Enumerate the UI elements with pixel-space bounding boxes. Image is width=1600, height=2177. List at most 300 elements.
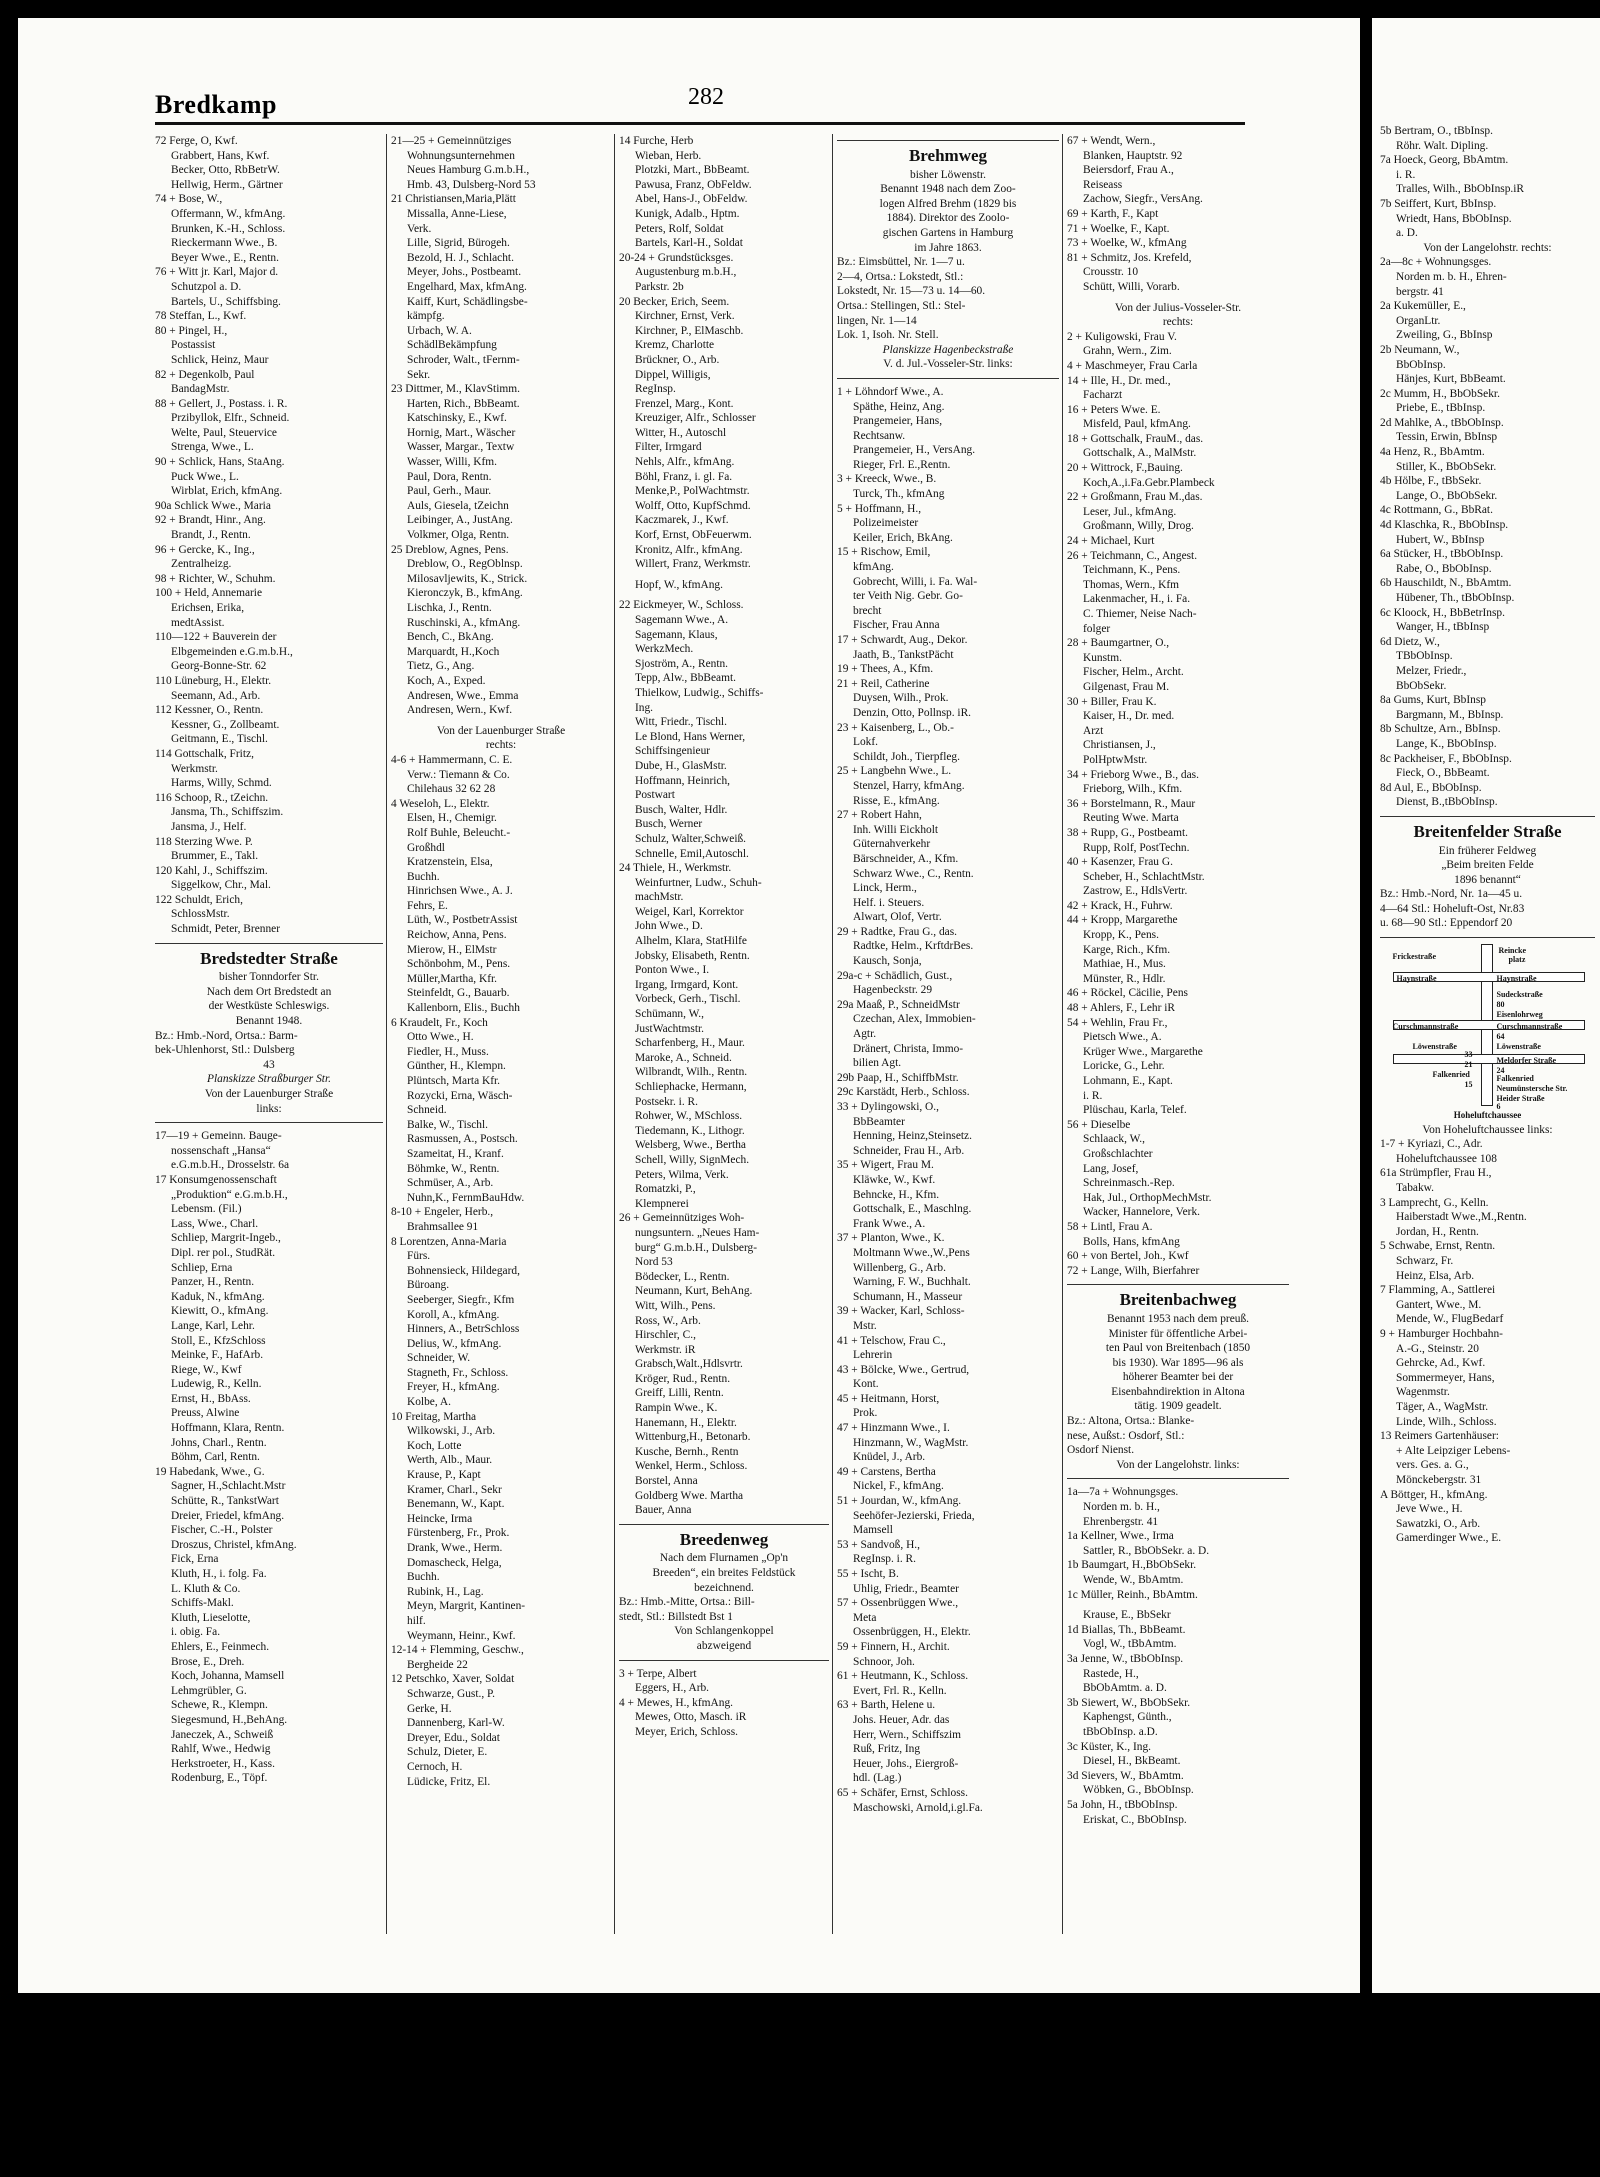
directory-entry: Eriskat, C., BbObInsp. bbox=[1083, 1813, 1187, 1826]
directory-entry: Fehrs, E. bbox=[407, 899, 448, 912]
street-description-line: Eisenbahndirektion in Altona bbox=[1111, 1385, 1245, 1398]
directory-entry: Janeczek, A., Schweiß bbox=[171, 1728, 274, 1741]
directory-entry: Prangemeier, Hans, bbox=[853, 415, 943, 428]
directory-entry: Thomas, Wern., Kfm bbox=[1083, 578, 1179, 591]
directory-entry: Pietsch Wwe., A. bbox=[1083, 1031, 1162, 1044]
directory-entry: Ludewig, R., Kelln. bbox=[171, 1378, 262, 1391]
directory-entry: Ehrenbergstr. 41 bbox=[1083, 1515, 1159, 1528]
directory-entry: 71 + Woelke, F., Kapt. bbox=[1067, 222, 1170, 235]
directory-entry: Panzer, H., Rentn. bbox=[171, 1276, 255, 1289]
directory-entry: Peters, Wilma, Verk. bbox=[635, 1168, 729, 1181]
map-label: Meldorfer Straße bbox=[1496, 1056, 1557, 1066]
directory-entry: Nehls, Alfr., kfmAng. bbox=[635, 456, 735, 469]
street-description-line: gischen Gartens in Hamburg bbox=[882, 226, 1014, 239]
directory-entry: i. obig. Fa. bbox=[171, 1626, 221, 1639]
directory-entry: Schneid. bbox=[407, 1104, 447, 1117]
directory-entry: Brückner, O., Arb. bbox=[635, 353, 720, 366]
directory-entry: Brunken, K.-H., Schloss. bbox=[171, 222, 286, 235]
directory-entry: Christiansen, J., bbox=[1083, 739, 1156, 752]
directory-entry: Hinzmann, W., WagMstr. bbox=[853, 1436, 969, 1449]
directory-entry: Mathiae, H., Mus. bbox=[1083, 958, 1166, 971]
directory-entry: A Böttger, H., kfmAng. bbox=[1380, 1488, 1488, 1501]
directory-entry: Von Hoheluftchaussee links: bbox=[1422, 1123, 1553, 1136]
directory-entry: Münster, R., Hdlr. bbox=[1083, 972, 1166, 985]
directory-entry: 25 Dreblow, Agnes, Pens. bbox=[391, 543, 509, 556]
directory-entry: 3c Küster, K., Ing. bbox=[1067, 1740, 1152, 1753]
directory-entry: Hmb. 43, Dulsberg-Nord 53 bbox=[407, 178, 536, 191]
directory-entry: Hubert, W., BbInsp bbox=[1396, 533, 1485, 546]
map-label: 15 bbox=[1464, 1080, 1473, 1090]
directory-entry: 6 Kraudelt, Fr., Koch bbox=[391, 1016, 488, 1029]
directory-entry: Koch, Lotte bbox=[407, 1439, 462, 1452]
directory-entry: Nord 53 bbox=[635, 1256, 673, 1269]
directory-entry: Harten, Rich., BbBeamt. bbox=[407, 397, 520, 410]
directory-entry: 1a—7a + Wohnungsges. bbox=[1067, 1486, 1179, 1499]
directory-entry: 5 + Hoffmann, H., bbox=[837, 502, 922, 515]
directory-entry: Hinners, A., BetrSchloss bbox=[407, 1323, 520, 1336]
header-rule bbox=[155, 122, 1245, 125]
directory-entry: Kallenborn, Elis., Buchh bbox=[407, 1002, 520, 1015]
directory-entry: Paul, Gerh., Maur. bbox=[407, 485, 492, 498]
directory-entry: Bergheide 22 bbox=[407, 1658, 468, 1671]
directory-entry: Klempnerei bbox=[635, 1197, 689, 1210]
directory-entry: Dreier, Friedel, kfmAng. bbox=[171, 1509, 285, 1522]
directory-entry: 29b Paap, H., SchiffbMstr. bbox=[837, 1071, 959, 1084]
directory-entry: Diesel, H., BkBeamt. bbox=[1083, 1755, 1181, 1768]
map-label: Haynstraße bbox=[1396, 974, 1437, 984]
map-label: Falkenried bbox=[1496, 1074, 1534, 1084]
directory-entry: Warning, F. W., Buchhalt. bbox=[853, 1276, 971, 1289]
directory-entry: 1c Müller, Reinh., BbAmtm. bbox=[1067, 1588, 1198, 1601]
directory-entry: Turck, Th., kfmAng bbox=[853, 488, 945, 501]
map-label: Löwenstraße bbox=[1496, 1042, 1541, 1052]
street-description-line: bek-Uhlenhorst, Stl.: Dulsberg bbox=[155, 1044, 295, 1057]
directory-entry: BbObInsp. bbox=[1396, 358, 1446, 371]
directory-entry: Wilkowski, J., Arb. bbox=[407, 1425, 496, 1438]
directory-entry: 67 + Wendt, Wern., bbox=[1067, 135, 1156, 147]
directory-entry: 41 + Telschow, Frau C., bbox=[837, 1334, 946, 1347]
directory-entry: Kluth, H., i. folg. Fa. bbox=[171, 1568, 267, 1580]
map-label: Frickestraße bbox=[1392, 952, 1437, 962]
street-description-line: im Jahre 1863. bbox=[914, 241, 982, 254]
directory-entry: L. Kluth & Co. bbox=[171, 1582, 241, 1595]
directory-entry: 4 Weseloh, L., Elektr. bbox=[391, 797, 490, 810]
directory-entry: Urbach, W. A. bbox=[407, 324, 472, 337]
directory-entry: Schreinmasch.-Rep. bbox=[1083, 1177, 1175, 1190]
directory-entry: Sekr. bbox=[407, 368, 431, 381]
directory-entry: Busch, Werner bbox=[635, 818, 703, 831]
directory-entry: 122 Schuldt, Erich, bbox=[155, 893, 243, 906]
directory-entry: Norden m. b. H., Ehren- bbox=[1396, 270, 1507, 283]
directory-entry: Korf, Ernst, ObFeuerwm. bbox=[635, 529, 752, 542]
directory-entry: Koroll, A., kfmAng. bbox=[407, 1308, 500, 1321]
directory-entry: JustWachtmstr. bbox=[635, 1022, 705, 1035]
directory-entry: Schliephacke, Hermann, bbox=[635, 1081, 747, 1093]
directory-entry: folger bbox=[1083, 622, 1111, 635]
street-description-line: 43 bbox=[263, 1058, 275, 1071]
directory-entry: PolHptwMstr. bbox=[1083, 753, 1148, 766]
directory-entry: Fischer, Frau Anna bbox=[853, 619, 940, 632]
directory-entry: Kreuziger, Alfr., Schlosser bbox=[635, 412, 756, 425]
directory-entry: RegInsp. bbox=[635, 383, 676, 396]
street-description-line: Benannt 1948 nach dem Zoo- bbox=[880, 183, 1016, 196]
street-description-line: Von Schlangenkoppel bbox=[674, 1625, 774, 1638]
directory-entry: 21—25 + Gemeinnütziges bbox=[391, 135, 512, 147]
directory-entry: Sagemann Wwe., A. bbox=[635, 614, 729, 626]
directory-entry: Koch, A., Exped. bbox=[407, 674, 486, 687]
directory-entry: Georg-Bonne-Str. 62 bbox=[171, 660, 267, 673]
directory-entry: Henning, Heinz,Steinsetz. bbox=[853, 1130, 972, 1143]
directory-entry: 39 + Wacker, Karl, Schloss- bbox=[837, 1305, 965, 1318]
directory-entry: Greiff, Lilli, Rentn. bbox=[635, 1387, 724, 1400]
directory-entry: Heincke, Irma bbox=[407, 1512, 473, 1525]
directory-entry: Schumann, H., Masseur bbox=[853, 1290, 963, 1303]
directory-entry: Witter, H., Autoschl bbox=[635, 426, 727, 439]
directory-entry: Borstel, Anna bbox=[635, 1475, 698, 1488]
directory-entry: Menke,P., PolWachtmstr. bbox=[635, 485, 750, 498]
street-description-line: Lok. 1, Isoh. Nr. Stell. bbox=[837, 329, 939, 342]
directory-entry: Brandt, J., Rentn. bbox=[171, 529, 251, 542]
directory-entry: 20-24 + Grundstücksges. bbox=[619, 251, 734, 264]
directory-entry: 43 + Bölcke, Wwe., Gertrud, bbox=[837, 1363, 970, 1376]
directory-entry: Ehlers, E., Feinmech. bbox=[171, 1640, 270, 1653]
directory-entry: 60 + von Bertel, Joh., Kwf bbox=[1067, 1250, 1189, 1263]
street-heading: Brehmweg bbox=[908, 146, 988, 165]
directory-entry: Ruschinski, A., kfmAng. bbox=[407, 616, 521, 629]
directory-entry: 74 + Bose, W., bbox=[155, 193, 223, 206]
directory-entry: Inh. Willi Eickholt bbox=[853, 823, 939, 836]
map-label: Reincke bbox=[1498, 946, 1527, 956]
directory-entry: Lange, Karl, Lehr. bbox=[171, 1319, 255, 1332]
street-description-line: tätig. 1909 geadelt. bbox=[1134, 1400, 1222, 1413]
directory-entry: Grabbert, Hans, Kwf. bbox=[171, 149, 270, 162]
directory-entry: Meyn, Margrit, Kantinen- bbox=[407, 1600, 526, 1613]
directory-entry: 120 Kahl, J., Schiffszim. bbox=[155, 864, 268, 877]
directory-entry: Grahn, Wern., Zim. bbox=[1083, 345, 1172, 358]
directory-entry: 88 + Gellert, J., Postass. i. R. bbox=[155, 397, 288, 410]
directory-entry: Weymann, Heinr., Kwf. bbox=[407, 1629, 516, 1642]
directory-entry: Jaath, B., TankstPächt bbox=[853, 648, 954, 661]
directory-entry: Behncke, H., Kfm. bbox=[853, 1188, 940, 1201]
directory-entry: Busch, Walter, Hdlr. bbox=[635, 803, 728, 816]
directory-entry: 24 + Michael, Kurt bbox=[1067, 535, 1155, 548]
directory-entry: Kolbe, A. bbox=[407, 1396, 451, 1409]
directory-entry: Schwarze, Gust., P. bbox=[407, 1687, 495, 1700]
directory-entry: Mewes, Otto, Masch. iR bbox=[635, 1711, 747, 1724]
directory-entry: 5 Schwabe, Ernst, Rentn. bbox=[1380, 1240, 1496, 1253]
directory-entry: Brahmsallee 91 bbox=[407, 1220, 479, 1233]
directory-entry: Böhl, Franz, i. gl. Fa. bbox=[635, 470, 733, 483]
street-description-line: links: bbox=[256, 1102, 282, 1115]
right-page bbox=[1372, 18, 1600, 1993]
directory-entry: Ponton Wwe., I. bbox=[635, 964, 710, 977]
directory-entry: 45 + Heitmann, Horst, bbox=[837, 1392, 940, 1405]
directory-entry: brecht bbox=[853, 604, 882, 617]
directory-entry: Gilgenast, Frau M. bbox=[1083, 680, 1170, 693]
directory-entry: Schütte, R., TankstWart bbox=[171, 1495, 279, 1508]
directory-entry: Mstr. bbox=[853, 1319, 877, 1332]
directory-entry: Hagenbeckstr. 29 bbox=[853, 984, 933, 997]
map-label: platz bbox=[1508, 955, 1526, 965]
directory-entry: 25 + Langbehn Wwe., L. bbox=[837, 765, 952, 778]
directory-entry: Schneider, Frau H., Arb. bbox=[853, 1144, 965, 1157]
directory-entry: kämpfg. bbox=[407, 310, 445, 323]
directory-entry: Maroke, A., Schneid. bbox=[635, 1051, 732, 1064]
directory-entry: 2 + Kuligowski, Frau V. bbox=[1067, 330, 1177, 343]
directory-entry: ter Veith Nig. Gebr. Go- bbox=[853, 590, 963, 603]
directory-entry: i. R. bbox=[1396, 168, 1416, 181]
street-description-line: nese, Außst.: Osdorf, Stl.: bbox=[1067, 1429, 1185, 1442]
directory-entry: 3d Sievers, W., BbAmtm. bbox=[1067, 1769, 1184, 1782]
street-description-line: 2—4, Ortsa.: Lokstedt, Stl.: bbox=[837, 270, 964, 283]
directory-entry: Goldberg Wwe. Martha bbox=[635, 1489, 744, 1502]
directory-entry: Irgang, Irmgard, Kont. bbox=[635, 978, 739, 991]
directory-entry: Alwart, Olof, Vertr. bbox=[853, 911, 942, 924]
directory-entry: Wasser, Margar., Textw bbox=[407, 441, 515, 454]
directory-entry: Kusche, Bernh., Rentn bbox=[635, 1445, 739, 1458]
directory-entry: Buchh. bbox=[407, 1571, 440, 1584]
directory-entry: vers. Ges. a. G., bbox=[1396, 1459, 1469, 1472]
map-label: Haynstraße bbox=[1496, 974, 1537, 984]
directory-entry: 96 + Gercke, K., Ing., bbox=[155, 543, 255, 556]
map-label: Eisenlohrweg bbox=[1496, 1010, 1543, 1020]
directory-entry: Schmüser, A., Arb. bbox=[407, 1177, 494, 1190]
directory-entry: 17 + Schwardt, Aug., Dekor. bbox=[837, 634, 968, 646]
directory-entry: 78 Steffan, L., Kwf. bbox=[155, 310, 247, 323]
directory-entry: Täger, A., WagMstr. bbox=[1396, 1400, 1489, 1413]
directory-entry: 17—19 + Gemeinn. Bauge- bbox=[155, 1130, 282, 1143]
directory-entry: Bezold, H. J., Schlacht. bbox=[407, 251, 514, 264]
directory-entry: Kaiff, Kurt, Schädlingsbe- bbox=[407, 295, 528, 308]
directory-entry: Rolf Buhle, Beleucht.- bbox=[407, 826, 511, 839]
street-description-line: Planskizze Straßburger Str. bbox=[207, 1073, 331, 1086]
directory-entry: Beiersdorf, Frau A., bbox=[1083, 164, 1174, 177]
directory-entry: 57 + Ossenbrüggen Wwe., bbox=[837, 1597, 959, 1610]
directory-entry: Siggelkow, Chr., Mal. bbox=[171, 879, 271, 892]
directory-entry: 29c Karstädt, Herb., Schloss. bbox=[837, 1086, 970, 1099]
street-description-line: Benannt 1953 nach dem preuß. bbox=[1106, 1312, 1250, 1325]
street-description-line: Breeden“, ein breites Feldstück bbox=[652, 1567, 796, 1579]
directory-entry: 1b Baumgart, H.,BbObSekr. bbox=[1067, 1559, 1197, 1572]
directory-entry: 4a Henz, R., BbAmtm. bbox=[1380, 446, 1485, 459]
directory-entry: John Wwe., D. bbox=[635, 920, 703, 933]
directory-entry: Meta bbox=[853, 1611, 877, 1624]
directory-entry: Schmidt, Peter, Brenner bbox=[171, 923, 280, 936]
directory-entry: Zastrow, E., HdlsVertr. bbox=[1083, 885, 1188, 898]
directory-entry: Offermann, W., kfmAng. bbox=[171, 207, 286, 220]
directory-entry: Reuting Wwe. Marta bbox=[1083, 812, 1179, 825]
directory-entry: Schliep, Erna bbox=[171, 1261, 233, 1274]
directory-entry: Schiffs-Makl. bbox=[171, 1597, 234, 1610]
directory-entry: Dienst, B.,tBbObInsp. bbox=[1396, 796, 1498, 809]
directory-entry: Hirschler, C., bbox=[635, 1329, 696, 1342]
directory-entry: Hellwig, Herm., Gärtner bbox=[171, 178, 283, 191]
directory-entry: Zweiling, G., BbInsp bbox=[1396, 329, 1493, 342]
directory-entry: Engelhard, Max, kfmAng. bbox=[407, 280, 527, 293]
directory-entry: Hoheluftchaussee 108 bbox=[1396, 1152, 1497, 1165]
directory-entry: Werkmstr. iR bbox=[635, 1343, 696, 1356]
directory-entry: Maschowski, Arnold,i.gl.Fa. bbox=[853, 1801, 983, 1814]
directory-entry: Parkstr. 2b bbox=[635, 280, 684, 293]
directory-entry: Hanemann, H., Elektr. bbox=[635, 1416, 737, 1429]
directory-entry: Hopf, W., kfmAng. bbox=[635, 578, 723, 591]
directory-entry: Gantert, Wwe., M. bbox=[1396, 1298, 1482, 1311]
directory-entry: 3 Lamprecht, G., Kelln. bbox=[1380, 1196, 1489, 1209]
directory-entry: 69 + Karth, F., Kapt bbox=[1067, 207, 1159, 220]
directory-entry: 4d Klaschka, R., BbObInsp. bbox=[1380, 519, 1509, 532]
directory-entry: 1d Biallas, Th., BbBeamt. bbox=[1067, 1623, 1186, 1636]
directory-entry: 14 + Ille, H., Dr. med., bbox=[1067, 374, 1171, 387]
directory-entry: Von der Julius-Vosseler-Str. bbox=[1114, 301, 1242, 314]
directory-entry: Güternahverkehr bbox=[853, 838, 931, 851]
directory-entry: Dreblow, O., RegOblnsp. bbox=[407, 558, 523, 571]
directory-entry: Kaduk, N., kfmAng. bbox=[171, 1290, 265, 1303]
directory-entry: Schwarz, Fr. bbox=[1396, 1255, 1454, 1267]
street-description-line: Osdorf Nienst. bbox=[1067, 1444, 1135, 1457]
directory-entry: 54 + Wehlin, Frau Fr., bbox=[1067, 1016, 1168, 1029]
directory-entry: Zachow, Siegfr., VersAng. bbox=[1083, 193, 1203, 206]
section-rule bbox=[619, 1660, 829, 1661]
directory-entry: bergstr. 41 bbox=[1396, 285, 1444, 298]
directory-entry: Benemann, W., Kapt. bbox=[407, 1498, 505, 1511]
directory-entry: Marquardt, H.,Koch bbox=[407, 645, 500, 658]
directory-entry: 4-6 + Hammermann, C. E. bbox=[391, 753, 513, 766]
directory-entry: Crousstr. 10 bbox=[1083, 266, 1139, 279]
directory-entry: 8c Packheiser, F., BbObInsp. bbox=[1380, 752, 1512, 765]
directory-entry: 61 + Heutmann, K., Schloss. bbox=[837, 1670, 969, 1683]
directory-entry: Welsberg, Wwe., Bertha bbox=[635, 1139, 746, 1152]
directory-entry: Wirblat, Erich, kfmAng. bbox=[171, 485, 283, 498]
directory-entry: Dannenberg, Karl-W. bbox=[407, 1717, 505, 1730]
street-description-line: Lokstedt, Nr. 15—73 u. 14—60. bbox=[837, 285, 986, 298]
directory-entry: Koch, Johanna, Mamsell bbox=[171, 1670, 285, 1683]
section-rule bbox=[1380, 816, 1595, 817]
directory-entry: 9 + Hamburger Hochbahn- bbox=[1380, 1327, 1503, 1340]
directory-entry: Kirchner, P., ElMaschb. bbox=[635, 324, 744, 337]
directory-entry: 53 + Sandvoß, H., bbox=[837, 1538, 920, 1551]
directory-entry: Sagner, H.,Schlacht.Mstr bbox=[171, 1480, 286, 1493]
directory-entry: Bohnensieck, Hildegard, bbox=[407, 1264, 520, 1277]
directory-entry: 26 + Gemeinnütziges Woh- bbox=[619, 1212, 745, 1225]
directory-entry: Denzin, Otto, Pollnsp. iR. bbox=[853, 706, 972, 719]
directory-entry: 8-10 + Engeler, Herb., bbox=[391, 1206, 494, 1219]
directory-entry: 72 Ferge, O, Kwf. bbox=[155, 135, 238, 147]
directory-entry: 1a Kellner, Wwe., Irma bbox=[1067, 1530, 1174, 1543]
directory-entry: Kunstm. bbox=[1083, 651, 1122, 664]
directory-entry: 2d Mahlke, A., tBbObInsp. bbox=[1380, 416, 1504, 429]
directory-entry: Bolls, Hans, kfmAng bbox=[1083, 1235, 1180, 1248]
directory-entry: 100 + Held, Annemarie bbox=[155, 587, 263, 600]
directory-entry: 20 + Wittrock, F.,Bauing. bbox=[1067, 462, 1183, 475]
directory-entry: Volkmer, Olga, Rentn. bbox=[407, 529, 510, 542]
directory-entry: hdl. (Lag.) bbox=[853, 1772, 902, 1785]
directory-entry: Frieborg, Wilh., Kfm. bbox=[1083, 783, 1183, 796]
directory-entry: 6d Dietz, W., bbox=[1380, 635, 1440, 648]
directory-entry: hilf. bbox=[407, 1614, 426, 1627]
directory-entry: Welte, Paul, Steuervice bbox=[171, 426, 277, 439]
directory-entry: Kaiser, H., Dr. med. bbox=[1083, 710, 1175, 723]
directory-entry: Kröger, Rud., Rentn. bbox=[635, 1372, 731, 1385]
directory-entry: 4 + Maschmeyer, Frau Carla bbox=[1067, 359, 1198, 372]
directory-entry: Kaczmarek, J., Kwf. bbox=[635, 514, 729, 527]
directory-entry: Schwarz Wwe., C., Rentn. bbox=[853, 867, 974, 880]
directory-entry: Ossenbrüggen, H., Elektr. bbox=[853, 1626, 971, 1639]
directory-entry: kfmAng. bbox=[853, 561, 894, 574]
directory-entry: 3a Jenne, W., tBbObInsp. bbox=[1067, 1652, 1184, 1665]
directory-entry: Lohmann, E., Kapt. bbox=[1083, 1075, 1173, 1087]
map-label: Löwenstraße bbox=[1412, 1042, 1457, 1052]
directory-entry: Karge, Rich., Kfm. bbox=[1083, 943, 1171, 956]
directory-entry: Von der Lauenburger Straße bbox=[436, 724, 566, 737]
directory-entry: Schönbohm, M., Pens. bbox=[407, 958, 511, 971]
street-heading: Breitenfelder Straße bbox=[1413, 821, 1562, 841]
directory-entry: Gamerdinger Wwe., E. bbox=[1396, 1532, 1502, 1545]
directory-entry: Lange, K., BbObInsp. bbox=[1396, 737, 1497, 750]
directory-entry: Postassist bbox=[171, 339, 216, 352]
directory-entry: i. R. bbox=[1083, 1089, 1103, 1102]
directory-entry: 6c Kloock, H., BbBetrInsp. bbox=[1380, 606, 1505, 619]
map-label: Curschmannstraße bbox=[1496, 1022, 1563, 1032]
directory-entry: 1-7 + Kyriazi, C., Adr. bbox=[1380, 1138, 1483, 1151]
directory-entry: a. D. bbox=[1396, 227, 1418, 240]
directory-entry: Freyer, H., kfmAng. bbox=[407, 1381, 500, 1394]
directory-entry: bilien Agt. bbox=[853, 1057, 902, 1070]
directory-entry: Wolff, Otto, KupfSchmd. bbox=[635, 499, 751, 512]
directory-entry: A.-G., Steinstr. 20 bbox=[1396, 1342, 1479, 1355]
directory-entry: Dippel, Willigis, bbox=[635, 368, 711, 381]
directory-entry: Zentralheizg. bbox=[171, 558, 232, 571]
directory-entry: Großschlachter bbox=[1083, 1147, 1153, 1160]
directory-entry: Blanken, Hauptstr. 92 bbox=[1083, 149, 1183, 162]
directory-entry: Bärschneider, A., Kfm. bbox=[853, 852, 959, 865]
directory-entry: Lehmgrübler, G. bbox=[171, 1684, 247, 1697]
street-description-line: Von der Langelohstr. links: bbox=[1116, 1458, 1240, 1471]
column-divider bbox=[614, 134, 615, 1934]
directory-entry: Wasser, Willi, Kfm. bbox=[407, 456, 498, 469]
street-heading: Bredstedter Straße bbox=[200, 948, 338, 968]
section-rule bbox=[155, 1122, 383, 1123]
directory-entry: Otto Wwe., H. bbox=[407, 1031, 474, 1044]
directory-entry: Frank Wwe., A. bbox=[853, 1217, 926, 1230]
directory-entry: Moltmann Wwe.,W.,Pens bbox=[853, 1246, 970, 1259]
directory-entry: Alhelm, Klara, StatHilfe bbox=[635, 935, 747, 948]
street-description-line: der Westküste Schleswigs. bbox=[208, 1000, 330, 1013]
directory-entry: WerkzMech. bbox=[635, 643, 694, 656]
directory-entry: Misfeld, Paul, kfmAng. bbox=[1083, 418, 1191, 431]
directory-entry: medtAssist. bbox=[171, 616, 225, 629]
directory-entry: Rasmussen, A., Postsch. bbox=[407, 1133, 518, 1146]
directory-entry: Andresen, Wern., Kwf. bbox=[407, 704, 513, 717]
directory-entry: Neues Hamburg G.m.b.H., bbox=[407, 164, 530, 177]
directory-entry: Hoffmann, Heinrich, bbox=[635, 774, 731, 787]
directory-entry: Wanger, H., tBbInsp bbox=[1396, 621, 1490, 634]
directory-entry: Helf. i. Steuers. bbox=[853, 896, 925, 909]
directory-entry: Norden m. b. H., bbox=[1083, 1501, 1160, 1514]
column-divider bbox=[386, 134, 387, 1934]
directory-entry: 65 + Schäfer, Ernst, Schloss. bbox=[837, 1786, 968, 1799]
directory-entry: BbObAmtm. a. D. bbox=[1083, 1682, 1167, 1695]
directory-entry: Wittenburg,H., Betonarb. bbox=[635, 1431, 751, 1444]
directory-entry: Gottschalk, E., Maschlng. bbox=[853, 1203, 972, 1216]
directory-entry: 51 + Jourdan, W., kfmAng. bbox=[837, 1495, 962, 1508]
directory-entry: 4 + Mewes, H., kfmAng. bbox=[619, 1696, 733, 1709]
directory-entry: Geitmann, E., Tischl. bbox=[171, 733, 268, 746]
directory-entry: Fischer, C.-H., Polster bbox=[171, 1524, 273, 1537]
directory-entry: BandagMstr. bbox=[171, 383, 230, 396]
directory-entry: 36 + Borstelmann, R., Maur bbox=[1067, 797, 1196, 810]
directory-entry: Schlaack, W., bbox=[1083, 1133, 1146, 1146]
directory-entry: Heuer, Johs., Eiergroß- bbox=[853, 1757, 959, 1770]
